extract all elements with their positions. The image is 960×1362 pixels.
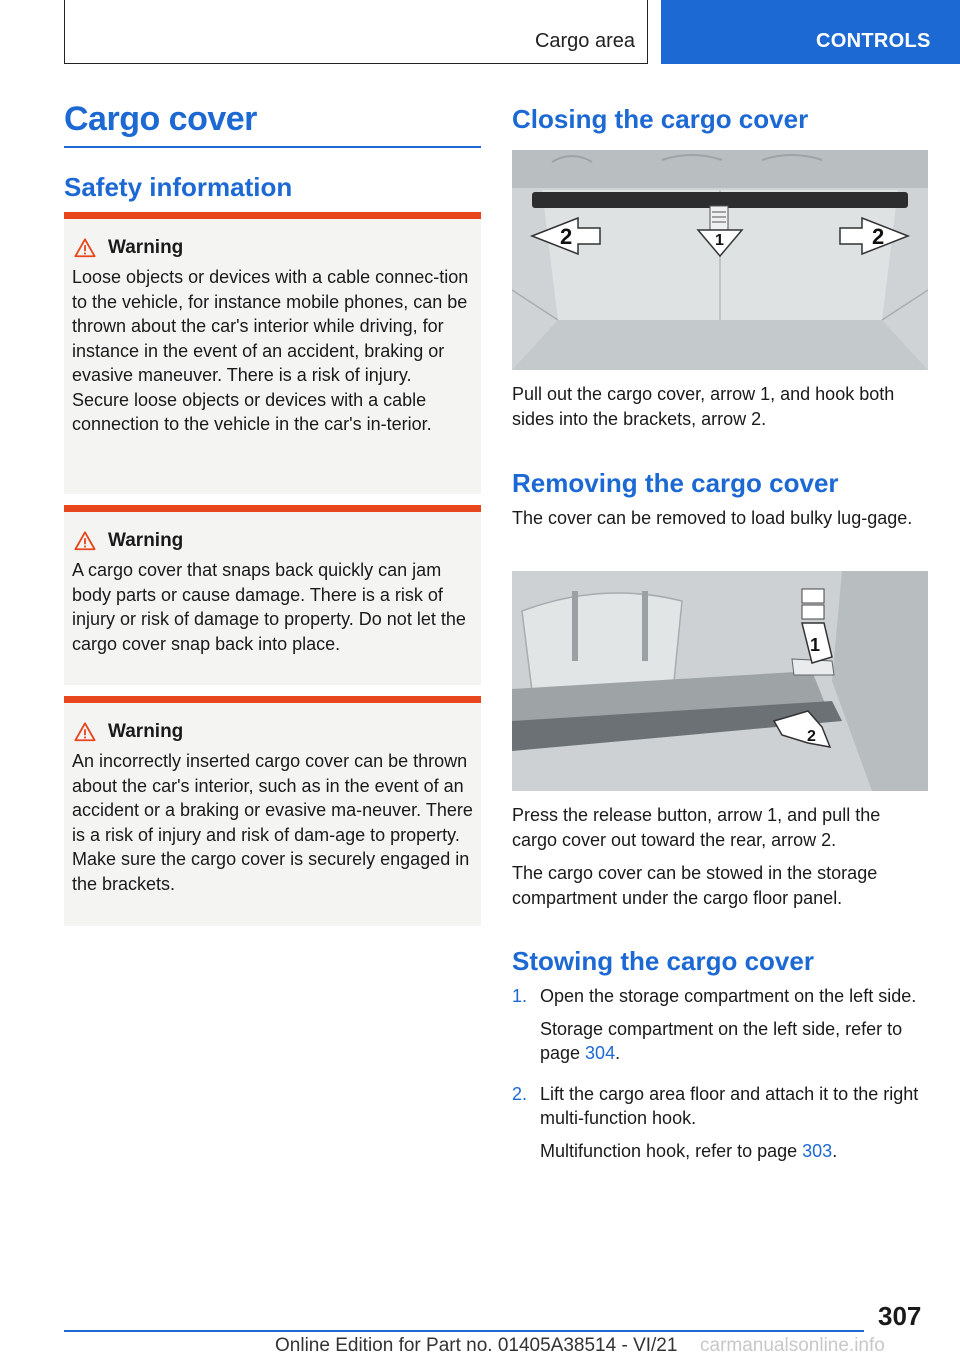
warning-box <box>64 696 481 926</box>
closing-heading: Closing the cargo cover <box>512 104 809 134</box>
watermark: carmanualsonline.info <box>700 1335 885 1356</box>
reference-text: Multifunction hook, refer to page <box>540 1140 803 1161</box>
reference-end: . <box>832 1140 838 1161</box>
arrow-label: 1 <box>810 635 821 655</box>
cargo-cover-closing-illustration <box>512 150 928 370</box>
reference-end: . <box>615 1043 621 1063</box>
warning-title: Warning <box>108 237 184 258</box>
header-frame <box>64 0 648 64</box>
list-item <box>512 984 928 1074</box>
warning-text: Loose objects or devices with a cable connec-tion to the vehicle, for instance mobile phones, can be thrown about the car's interior while driving, for instance in the event of an accident, braking or evasive maneuver. There is a risk of injury. Secure loose objects or devices with a cable connection to the vehicle in the car's in-terior. <box>72 267 469 434</box>
removing-intro: The cover can be removed to load bulky lug-gage. <box>512 508 913 528</box>
safety-heading: Safety information <box>64 172 293 202</box>
page-link[interactable]: 303 <box>802 1140 833 1161</box>
section-title: Cargo area <box>534 30 635 52</box>
step-text: Lift the cargo area floor and attach it to the right multi-function hook. <box>540 1083 919 1128</box>
stowing-heading: Stowing the cargo cover <box>512 946 814 976</box>
arrow-label: 2 <box>872 224 885 249</box>
warning-triangle-icon <box>74 237 96 259</box>
warning-title: Warning <box>108 721 184 742</box>
closing-instructions: Pull out the cargo cover, arrow 1, and hook both sides into the brackets, arrow 2. <box>512 384 895 429</box>
reference-text: Storage compartment on the left side, refer to page <box>540 1018 903 1063</box>
step-number: 2. <box>512 1083 528 1104</box>
warning-box <box>64 212 481 494</box>
warning-box <box>64 505 481 685</box>
removing-instructions: Press the release button, arrow 1, and pull the cargo cover out toward the rear, arrow 2. <box>512 805 881 850</box>
footer-divider <box>64 1330 864 1332</box>
chapter-tab[interactable]: CONTROLS <box>661 0 960 64</box>
step-text: Open the storage compartment on the left side. <box>540 986 917 1006</box>
step-reference <box>540 1139 928 1164</box>
title-divider <box>64 146 481 148</box>
arrow-label: 1 <box>715 232 724 249</box>
arrow-label: 2 <box>807 728 816 745</box>
warning-triangle-icon <box>74 530 96 552</box>
stowing-steps <box>512 984 928 1179</box>
arrow-label: 2 <box>560 224 573 249</box>
warning-triangle-icon <box>74 721 96 743</box>
warning-text: A cargo cover that snaps back quickly can jam body parts or cause damage. There is a risk of injury or risk of damage to property. Do not let the cargo cover snap back into place. <box>72 560 466 654</box>
step-number: 1. <box>512 986 528 1006</box>
page-title: Cargo cover <box>64 100 257 138</box>
page-link[interactable]: 304 <box>585 1043 616 1063</box>
step-reference <box>540 1017 928 1066</box>
page-number: 307 <box>878 1301 922 1331</box>
warning-title: Warning <box>108 530 184 551</box>
cargo-cover-removal-illustration <box>512 571 928 791</box>
list-item <box>512 1082 928 1172</box>
stowing-note: The cargo cover can be stowed in the storage compartment under the cargo floor panel. <box>512 863 878 908</box>
warning-text: An incorrectly inserted cargo cover can be thrown about the car's interior, such as in the event of an accident or a braking or evasive ma-neuver. There is a risk of injury and risk of dam-age to property. Make sure the cargo cover is securely engaged in the brackets. <box>72 751 473 894</box>
edition-line: Online Edition for Part no. 01405A38514 - VI/21 <box>275 1335 678 1356</box>
removing-heading: Removing the cargo cover <box>512 468 839 498</box>
